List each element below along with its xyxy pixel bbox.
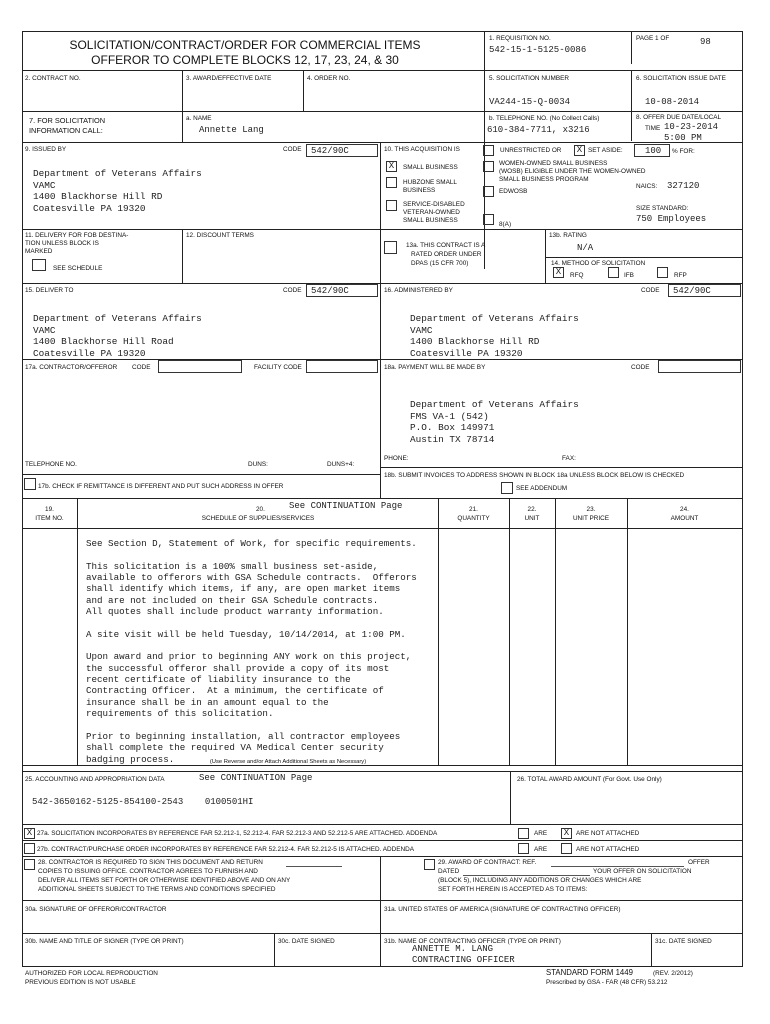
reproduction-note: AUTHORIZED FOR LOCAL REPRODUCTION xyxy=(25,970,158,977)
contractor-code-label: CODE xyxy=(132,364,151,371)
rule xyxy=(22,840,743,841)
rule xyxy=(631,70,632,141)
eight-a-label: 8(A) xyxy=(499,221,512,228)
rfp-checkbox[interactable] xyxy=(657,267,668,278)
telephone-label: b. TELEPHONE NO. (No Collect Calls) xyxy=(489,115,600,122)
rule xyxy=(545,229,546,283)
invoice-label: 18b. SUBMIT INVOICES TO ADDRESS SHOWN IN BLOCK 18a UNLESS BLOCK BELOW IS CHECKED xyxy=(384,472,685,479)
c27a-are-checkbox[interactable] xyxy=(518,828,529,839)
schedule-description: See Section D, Statement of Work, for specific requirements. This solicitation is a 100% small business set-aside, available to offerors with GSA Schedule contracts. Offerors shall identify which items, if any, are open market items and are not included on their GSA Schedule contracts. All quotes shall include product warranty information. A site visit will be held Tuesday, 10/14/2014, at 1:00 PM. Upon award and prior to beginning ANY work on this project, the successful offeror shall provide a copy of its most recent certificate of liability insurance to the Contracting Officer. At a minimum, the certificate of insurance shall be in an amount equal to the requirements of this solicitation. Prior to beginning installation, all contractor employees shall complete the required VA Medical Center security badging process. xyxy=(86,538,417,765)
signature-officer-label: 31a. UNITED STATES OF AMERICA (SIGNATURE OF CONTRACTING OFFICER) xyxy=(384,906,621,913)
col19-header: ITEM NO. xyxy=(35,515,64,522)
rule xyxy=(182,111,183,142)
rule xyxy=(22,824,743,825)
ifb-label: IFB xyxy=(624,272,634,279)
col21-number: 21. xyxy=(469,506,478,513)
col24-number: 24. xyxy=(680,506,689,513)
administered-by-label: 16. ADMINISTERED BY xyxy=(384,287,453,294)
edwosb-label: EDWOSB xyxy=(499,188,528,195)
offer-due-time: 5:00 PM xyxy=(664,133,702,143)
c28-label-4: ADDITIONAL SHEETS SUBJECT TO THE TERMS AND CONDITIONS SPECIFIED xyxy=(38,886,276,893)
signer-name-label: 30b. NAME AND TITLE OF SIGNER (TYPE OR PRINT) xyxy=(25,938,184,945)
rule xyxy=(22,283,743,284)
issued-by-address: Department of Veterans Affairs VAMC 1400 Blackhorse Hill RD Coatesville PA 19320 xyxy=(33,168,202,214)
c27b-are-checkbox[interactable] xyxy=(518,843,529,854)
see-addendum-label: SEE ADDENDUM xyxy=(516,485,568,492)
rule xyxy=(22,229,380,230)
wosb-label: WOMEN-OWNED SMALL BUSINESS xyxy=(499,160,608,167)
page-total: 98 xyxy=(700,37,711,47)
issued-by-label: 9. ISSUED BY xyxy=(25,146,67,153)
form-title: SOLICITATION/CONTRACT/ORDER FOR COMMERCIAL ITEMS xyxy=(69,38,421,52)
contractor-label: 17a. CONTRACTOR/OFFEROR xyxy=(25,364,118,371)
small-business-checkbox[interactable]: X xyxy=(386,161,397,172)
c27b-not-attached-checkbox[interactable] xyxy=(561,843,572,854)
officer-name: ANNETTE M. LANG xyxy=(412,944,494,954)
contact-name: Annette Lang xyxy=(199,125,264,135)
offer-due-label: 8. OFFER DUE DATE/LOCAL xyxy=(636,114,722,121)
requisition-value: 542-15-1-5125-0086 xyxy=(489,45,587,55)
prescribed-by: Prescribed by GSA - FAR (48 CFR) 53.212 xyxy=(546,979,668,986)
rule xyxy=(438,498,439,765)
rule xyxy=(22,900,743,901)
rfq-checkbox[interactable]: X xyxy=(553,267,564,278)
rule xyxy=(22,771,743,772)
officer-date-label: 31c. DATE SIGNED xyxy=(655,938,712,945)
schedule-footnote: (Use Reverse and/or Attach Additional Sheets as Necessary) xyxy=(209,759,367,765)
size-standard-label: SIZE STANDARD: xyxy=(636,205,689,212)
naics-label: NAICS: xyxy=(636,183,658,190)
rule xyxy=(22,933,743,934)
small-business-label: SMALL BUSINESS xyxy=(403,164,458,171)
duns-label: DUNS: xyxy=(248,461,268,468)
info-call-label: 7. FOR SOLICITATION xyxy=(29,116,106,125)
col20-number: 20. xyxy=(256,506,265,513)
rule xyxy=(651,933,652,966)
solicitation-no-label: 5. SOLICITATION NUMBER xyxy=(489,75,570,82)
wosb-checkbox[interactable] xyxy=(483,161,494,172)
deliver-to-label: 15. DELIVER TO xyxy=(25,287,74,294)
accounting-value: 542-3650162-5125-854100-2543 0100501HI xyxy=(32,797,254,807)
pct-for-label: % FOR: xyxy=(672,148,695,155)
rule xyxy=(380,856,381,966)
previous-edition-note: PREVIOUS EDITION IS NOT USABLE xyxy=(25,979,136,986)
administered-by-code: 542/90C xyxy=(673,286,711,296)
c29-offer-label: OFFER xyxy=(688,859,710,866)
payment-address: Department of Veterans Affairs FMS VA-1 (542) P.O. Box 149971 Austin TX 78714 xyxy=(410,399,579,445)
form-subtitle: OFFEROR TO COMPLETE BLOCKS 12, 17, 23, 24, & 30 xyxy=(91,53,399,67)
form-name: STANDARD FORM 1449 xyxy=(546,968,633,977)
rated-order-label: 13a. THIS CONTRACT IS A xyxy=(406,242,486,249)
rule xyxy=(303,70,304,111)
c27b-not-attached-label: ARE NOT ATTACHED xyxy=(576,846,640,853)
duns4-label: DUNS+4: xyxy=(327,461,355,468)
rule xyxy=(182,229,183,283)
accounting-label: 25. ACCOUNTING AND APPROPRIATION DATA xyxy=(25,776,165,783)
order-no-label: 4. ORDER NO. xyxy=(307,75,351,82)
issued-by-code-label: CODE xyxy=(283,146,302,153)
rule xyxy=(22,498,743,499)
rule xyxy=(380,467,743,468)
contractor-code-input[interactable] xyxy=(158,360,242,373)
c29-dated-label: DATED xyxy=(438,868,460,875)
remittance-label: 17b. CHECK IF REMITTANCE IS DIFFERENT AND PUT SUCH ADDRESS IN OFFER xyxy=(38,483,284,490)
edwosb-checkbox[interactable] xyxy=(483,186,494,197)
c29-your-offer-label: YOUR OFFER ON SOLICITATION xyxy=(593,868,692,875)
c29-label-3: (BLOCK 5), INCLUDING ANY ADDITIONS OR CHANGES WHICH ARE xyxy=(438,877,642,884)
wosb-label-2: (WOSB) ELIGIBLE UNDER THE WOMEN-OWNED xyxy=(499,168,646,175)
set-aside-label: SET ASIDE: xyxy=(588,147,623,154)
unrestricted-label: UNRESTRICTED OR xyxy=(500,147,562,154)
hubzone-label-2: BUSINESS xyxy=(403,187,436,194)
rating-value: N/A xyxy=(577,243,594,253)
discount-terms-label: 12. DISCOUNT TERMS xyxy=(186,232,254,239)
eight-a-checkbox[interactable] xyxy=(483,214,494,225)
rule xyxy=(22,528,743,529)
see-addendum-checkbox[interactable] xyxy=(501,482,513,494)
c29-label-4: SET FORTH HEREIN IS ACCEPTED AS TO ITEMS: xyxy=(438,886,588,893)
page-label: PAGE 1 OF xyxy=(636,35,670,42)
facility-code-label: FACILITY CODE xyxy=(254,364,302,371)
sdvosb-label: SERVICE-DISABLED xyxy=(403,201,465,208)
contract-no-label: 2. CONTRACT NO. xyxy=(25,75,81,82)
ifb-checkbox[interactable] xyxy=(608,267,619,278)
rfq-label: RFQ xyxy=(570,272,584,279)
unrestricted-checkbox[interactable] xyxy=(483,145,494,156)
rated-order-checkbox[interactable] xyxy=(384,241,397,254)
col24-header: AMOUNT xyxy=(670,515,699,522)
fob-label-3: MARKED xyxy=(25,248,53,255)
c28-label: 28. CONTRACTOR IS REQUIRED TO SIGN THIS DOCUMENT AND RETURN xyxy=(38,859,263,866)
rule xyxy=(22,966,743,967)
issue-date-label: 6. SOLICITATION ISSUE DATE xyxy=(636,75,726,82)
payment-code-box xyxy=(658,360,741,373)
offeror-date-label: 30c. DATE SIGNED xyxy=(278,938,335,945)
phone-label: PHONE: xyxy=(384,455,409,462)
deliver-to-code-label: CODE xyxy=(283,287,302,294)
rating-label: 13b. RATING xyxy=(549,232,587,239)
rated-order-label-3: DPAS (15 CFR 700) xyxy=(411,260,469,267)
rule xyxy=(274,933,275,966)
telephone-value: 610-384-7711, x3216 xyxy=(487,125,590,135)
rule xyxy=(627,498,628,765)
payment-label: 18a. PAYMENT WILL BE MADE BY xyxy=(384,364,486,371)
method-label: 14. METHOD OF SOLICITATION xyxy=(551,260,646,267)
administered-by-address: Department of Veterans Affairs VAMC 1400 Blackhorse Hill RD Coatesville PA 19320 xyxy=(410,313,579,359)
col20-header: SCHEDULE OF SUPPLIES/SERVICES xyxy=(201,515,315,522)
col22-header: UNIT xyxy=(524,515,540,522)
administered-by-code-label: CODE xyxy=(641,287,660,294)
naics-value: 327120 xyxy=(667,181,700,191)
c27b-label: 27b. CONTRACT/PURCHASE ORDER INCORPORATES BY REFERENCE FAR 52.212-4. FAR 52.212-5 IS ATTACHED. ADDENDA xyxy=(37,846,415,853)
officer-title: CONTRACTING OFFICER xyxy=(412,955,515,965)
sdvosb-label-2: VETERAN-OWNED xyxy=(403,209,460,216)
col20-continuation: See CONTINUATION Page xyxy=(289,501,403,511)
acquisition-label: 10. THIS ACQUISITION IS xyxy=(384,146,460,153)
rule xyxy=(631,31,632,64)
c27a-not-attached-label: ARE NOT ATTACHED xyxy=(576,830,640,837)
rule xyxy=(22,31,743,32)
issued-by-code: 542/90C xyxy=(311,146,349,156)
total-award-label: 26. TOTAL AWARD AMOUNT (For Govt. Use Only) xyxy=(517,776,662,783)
form-revision: (REV. 2/2012) xyxy=(653,970,693,977)
award-date-label: 3. AWARD/EFFECTIVE DATE xyxy=(186,75,272,82)
col23-header: UNIT PRICE xyxy=(572,515,610,522)
rule xyxy=(545,257,743,258)
c29-checkbox[interactable] xyxy=(424,859,435,870)
c27b-are-label: ARE xyxy=(534,846,548,853)
solicitation-no-value: VA244-15-Q-0034 xyxy=(489,97,571,107)
rule xyxy=(380,229,743,230)
c29-label: 29. AWARD OF CONTRACT: REF. xyxy=(438,859,537,866)
c28-checkbox[interactable] xyxy=(24,859,35,870)
requisition-label: 1. REQUISITION NO. xyxy=(489,35,551,42)
col21-header: QUANTITY xyxy=(457,515,490,522)
see-schedule-label: SEE SCHEDULE xyxy=(53,265,103,272)
c28-label-3: DELIVER ALL ITEMS SET FORTH OR OTHERWISE IDENTIFIED ABOVE AND ON ANY xyxy=(38,877,291,884)
issue-date-value: 10-08-2014 xyxy=(645,97,700,107)
c27a-label: 27a. SOLICITATION INCORPORATES BY REFERENCE FAR 52.212-1, 52.212-4. FAR 52.212-3 AND 52.212-5 ARE ATTACHED. ADDENDA xyxy=(37,830,438,837)
hubzone-checkbox[interactable] xyxy=(386,177,397,188)
see-schedule-checkbox[interactable] xyxy=(32,259,46,271)
offer-due-date: 10-23-2014 xyxy=(664,122,719,132)
rule xyxy=(22,70,743,71)
col19-number: 19. xyxy=(45,506,54,513)
accounting-continuation: See CONTINUATION Page xyxy=(199,773,313,783)
remittance-checkbox[interactable] xyxy=(24,478,36,490)
size-standard-value: 750 Employees xyxy=(636,214,707,224)
wosb-label-3: SMALL BUSINESS PROGRAM xyxy=(499,176,589,183)
rule xyxy=(182,70,183,111)
time-label: TIME xyxy=(645,125,661,132)
c29-dated-line xyxy=(463,875,590,876)
rule xyxy=(22,142,743,143)
rule xyxy=(555,498,556,765)
fob-label: 11. DELIVERY FOR FOB DESTINA- xyxy=(25,232,129,239)
set-aside-pct: 100 xyxy=(645,146,662,156)
c27a-are-label: ARE xyxy=(534,830,548,837)
rule xyxy=(22,856,743,857)
payment-code-label: CODE xyxy=(631,364,650,371)
col22-number: 22. xyxy=(527,506,537,513)
signature-offeror-label: 30a. SIGNATURE OF OFFEROR/CONTRACTOR xyxy=(25,906,167,913)
set-aside-checkbox[interactable]: X xyxy=(574,145,585,156)
deliver-to-address: Department of Veterans Affairs VAMC 1400 Blackhorse Hill Road Coatesville PA 19320 xyxy=(33,313,202,359)
c27b-checkbox[interactable] xyxy=(24,843,35,854)
telephone-no-label: TELEPHONE NO. xyxy=(25,461,77,468)
rule xyxy=(510,771,511,824)
sdvosb-checkbox[interactable] xyxy=(386,200,397,211)
c28-copies-line xyxy=(286,866,342,867)
rule xyxy=(22,474,380,475)
officer-name-label: 31b. NAME OF CONTRACTING OFFICER (TYPE OR PRINT) xyxy=(384,938,561,945)
sdvosb-label-3: SMALL BUSINESS xyxy=(403,217,458,224)
name-label: a. NAME xyxy=(186,115,212,122)
rule xyxy=(77,498,78,765)
rule xyxy=(380,359,381,499)
rated-order-label-2: RATED ORDER UNDER xyxy=(411,251,482,258)
rule xyxy=(22,111,743,112)
rule xyxy=(380,142,381,366)
c27a-checkbox[interactable]: X xyxy=(24,828,35,839)
info-call-label-2: INFORMATION CALL: xyxy=(29,126,103,135)
rfp-label: RFP xyxy=(674,272,687,279)
fob-label-2: TION UNLESS BLOCK IS xyxy=(25,240,99,247)
fax-label: FAX: xyxy=(562,455,576,462)
hubzone-label: HUBZONE SMALL xyxy=(403,179,457,186)
c28-label-2: COPIES TO ISSUING OFFICE. CONTRACTOR AGREES TO FURNISH AND xyxy=(38,868,258,875)
facility-code-input[interactable] xyxy=(306,360,378,373)
c29-ref-line xyxy=(551,866,684,867)
rule xyxy=(509,498,510,765)
deliver-to-code: 542/90C xyxy=(311,286,349,296)
col23-number: 23. xyxy=(586,506,596,513)
c27a-not-attached-checkbox[interactable]: X xyxy=(561,828,572,839)
